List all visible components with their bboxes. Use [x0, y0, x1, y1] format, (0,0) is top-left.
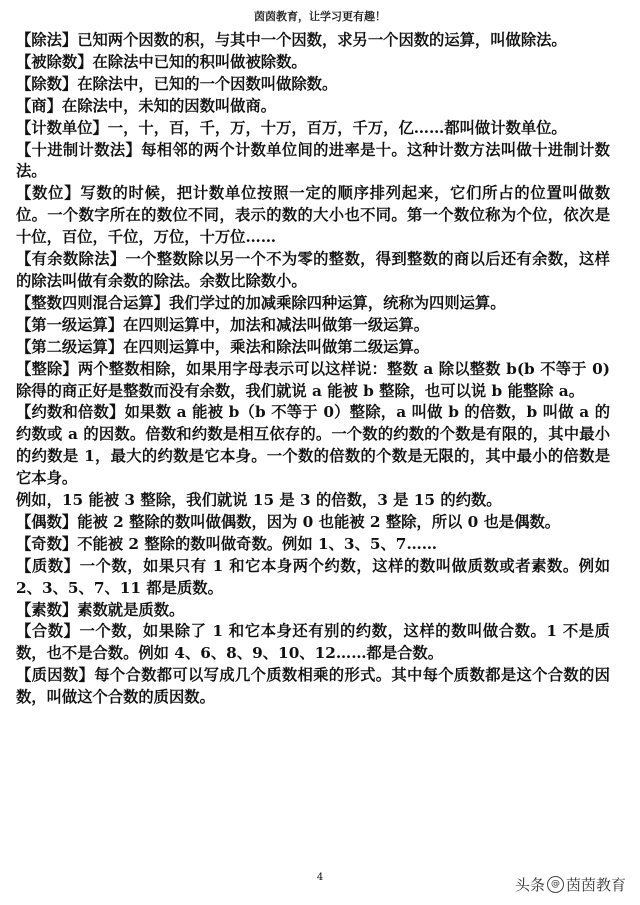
page-number: 4: [316, 872, 324, 883]
definition-text: 在除法中，已知的一个因数叫做除数。: [77, 74, 338, 93]
definition-term: 【第二级运算】: [16, 337, 124, 356]
definition-entry: [16, 600, 610, 622]
definition-term: 【除数】: [16, 74, 78, 93]
example-line: [16, 490, 610, 512]
definition-entry: [16, 315, 610, 337]
watermark-prefix: 头条: [514, 876, 545, 894]
definition-term: 【质因数】: [16, 666, 95, 685]
definition-term: 【数位】: [16, 184, 81, 203]
definition-text: 如果数 a 能被 b（b 不等于 0）整除，a 叫做 b 的倍数，b 叫做 a 的约数或 a 的因数。倍数和约数是相互依存的。一个数的约数的个数是有限的，其中最小的约数是 1，最大的约数是它本身。一个数的倍数的个数是无限的，其中最小的倍数是它本身。: [16, 403, 610, 488]
definition-text: 每个合数都可以写成几个质数相乘的形式。其中每个质数都是这个合数的因数，叫做这个合数的质因数。: [16, 666, 610, 707]
definition-entry: [16, 118, 610, 140]
definition-term: 【计数单位】: [16, 118, 108, 137]
definition-term: 【十进制计数法】: [16, 140, 142, 159]
definition-text: 素数就是质数。: [77, 600, 185, 619]
definition-term: 【偶数】: [16, 512, 78, 531]
definition-entry: [16, 96, 610, 118]
definition-text: 我们学过的加减乘除四种运算，统称为四则运算。: [168, 293, 506, 312]
page-header: 茵茵教育，让学习更有趣！: [254, 10, 386, 23]
definition-term: 【商】: [16, 96, 62, 115]
document-body: [16, 30, 610, 709]
definition-text: 在四则运算中，加法和减法叫做第一级运算。: [123, 315, 430, 334]
definition-term: 【除法】: [16, 31, 78, 49]
definition-text: 一，十，百，千，万，十万，百万，千万，亿……都叫做计数单位。: [107, 118, 567, 137]
definition-text: 在除法中已知的积叫做被除数。: [92, 52, 307, 71]
definition-entry: [16, 665, 610, 709]
definition-entry: [16, 183, 610, 249]
definition-term: 【有余数除法】: [16, 250, 126, 269]
definition-entry: [16, 534, 610, 556]
definition-entry: [16, 140, 610, 184]
definition-text: 例如，15 能被 3 整除，我们就说 15 是 3 的倍数，3 是 15 的约数。: [16, 491, 502, 510]
definition-entry: [16, 249, 610, 293]
definition-entry: [16, 556, 610, 600]
definition-term: 【合数】: [16, 622, 80, 641]
definition-text: 一个数，如果除了 1 和它本身还有别的约数，这样的数叫做合数。1 不是质数，也不是合数。例如 4、6、8、9、10、12……都是合数。: [16, 622, 610, 663]
definition-term: 【整除】: [16, 359, 78, 378]
definition-term: 【第一级运算】: [16, 315, 124, 334]
definition-entry: [16, 402, 610, 490]
definition-entry: [16, 30, 610, 52]
definition-text: 一个整数除以另一个不为零的整数，得到整数的商以后还有余数，这样的除法叫做有余数的除法。余数比除数小。: [16, 250, 610, 290]
definition-term: 【被除数】: [16, 52, 93, 71]
definition-entry: [16, 293, 610, 315]
definition-term: 【奇数】: [16, 534, 78, 553]
watermark: [515, 874, 626, 895]
definition-entry: [16, 52, 610, 74]
definition-entry: [16, 621, 610, 665]
definition-term: 【素数】: [16, 600, 78, 619]
at-icon: @: [547, 876, 564, 893]
definition-term: 【约数和倍数】: [16, 403, 125, 422]
watermark-name: 茵茵教育: [565, 876, 626, 894]
definition-text: 不能被 2 整除的数叫做奇数。例如 1、3、5、7……: [77, 534, 438, 553]
definition-text: 两个整数相除，如果用字母表示可以这样说：整数 a 除以整数 b(b 不等于 0)除得的商正好是整数而没有余数，我们就说 a 能被 b 整除，也可以说 b 能整除 a。: [16, 359, 610, 400]
definition-text: 写数的时候，把计数单位按照一定的顺序排列起来，它们所占的位置叫做数位。一个数字所在的数位不同，表示的数的大小也不同。第一个数位称为个位，依次是十位，百位，千位，万位，十万位……: [16, 184, 610, 247]
definition-term: 【质数】: [16, 556, 80, 575]
definition-entry: [16, 359, 610, 403]
definition-text: 一个数，如果只有 1 和它本身两个约数，这样的数叫做质数或者素数。例如 2、3、5、7、11 都是质数。: [16, 556, 610, 597]
definition-text: 在四则运算中，乘法和除法叫做第二级运算。: [123, 337, 430, 356]
definition-term: 【整数四则混合运算】: [16, 293, 169, 312]
definition-text: 每相邻的两个计数单位间的进率是十。这种计数方法叫做十进制计数法。: [16, 140, 610, 181]
definition-entry: [16, 337, 610, 359]
definition-text: 已知两个因数的积，与其中一个因数，求另一个因数的运算，叫做除法。: [77, 31, 567, 49]
definition-entry: [16, 512, 610, 534]
definition-text: 在除法中，未知的因数叫做商。: [61, 96, 277, 115]
definition-text: 能被 2 整除的数叫做偶数，因为 0 也能被 2 整除，所以 0 也是偶数。: [77, 512, 561, 531]
definition-entry: [16, 74, 610, 96]
